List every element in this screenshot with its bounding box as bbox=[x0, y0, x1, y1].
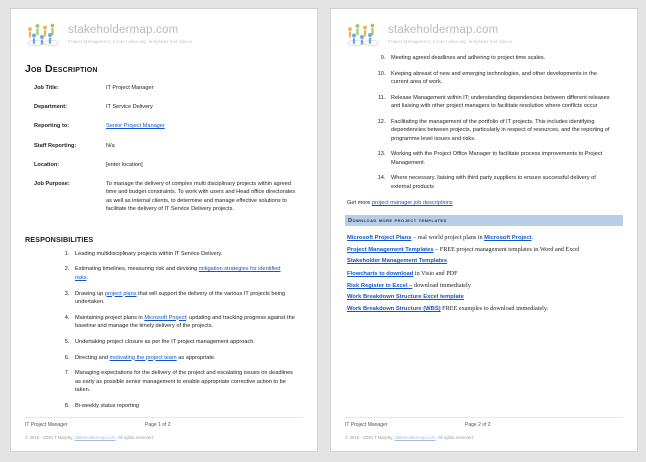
list-item: 11. Release Management within IT; understanding dependencies between different releases and liaising with other project managers to facilitate resolution where conflicts occur bbox=[387, 94, 613, 111]
item-text: – FREE project management templates in Word and Excel bbox=[433, 246, 580, 254]
project-management-templates-link[interactable]: Project Management Templates bbox=[347, 247, 434, 254]
document-page-2[interactable] bbox=[330, 8, 638, 452]
item-text: in Visio and PDF bbox=[413, 269, 458, 277]
page-title: Job Description bbox=[25, 63, 98, 75]
microsoft-project-link[interactable]: Microsoft Project bbox=[144, 314, 186, 321]
download-templates-banner: Download more project templates bbox=[345, 215, 623, 226]
copyright-prefix: © 2015 - 2020 T Morphy, bbox=[345, 435, 395, 440]
job-details-table bbox=[25, 84, 303, 225]
field-label: Staff Reporting: bbox=[34, 142, 77, 149]
footer-page-number: Page 2 of 2 bbox=[465, 422, 491, 428]
brand-tagline: Project Management, project planning, templates and advice bbox=[68, 39, 193, 44]
item-text-post: ; updating and tracking progress against the baseline and manage the timely delivery of the projects. bbox=[75, 314, 295, 329]
brand-header bbox=[345, 22, 623, 54]
footer-row bbox=[25, 422, 303, 428]
footer-divider bbox=[345, 417, 623, 418]
microsoft-project-plans-link[interactable]: Microsoft Project Plans bbox=[347, 235, 412, 242]
table-row bbox=[25, 122, 303, 141]
list-item bbox=[71, 314, 295, 331]
list-item: 12. Facilitating the management of the portfolio of IT projects. This includes identifying dependencies between projects, particularly in respect of resources, and the reporting of programme level issues and risks. bbox=[387, 118, 613, 143]
footer-doc-title: IT Project Manager bbox=[25, 422, 68, 428]
people-network-icon bbox=[345, 22, 383, 48]
list-item bbox=[345, 280, 623, 292]
page-footer bbox=[345, 417, 623, 440]
item-text: Drawing up bbox=[75, 290, 105, 297]
flowcharts-download-link[interactable]: Flowcharts to download bbox=[347, 270, 414, 277]
item-text-post: as appropriate. bbox=[176, 354, 216, 361]
item-text: FREE examples to download immediately. bbox=[440, 305, 549, 313]
list-item bbox=[345, 256, 623, 267]
item-text-post: . bbox=[86, 274, 89, 281]
list-item bbox=[345, 303, 623, 315]
microsoft-project-link[interactable]: Microsoft Project bbox=[484, 235, 532, 242]
brand-tagline: Project Management, project planning, templates and advice bbox=[388, 39, 513, 44]
get-more-line bbox=[345, 200, 623, 206]
project-plans-link[interactable]: project plans bbox=[104, 290, 137, 297]
table-row bbox=[25, 180, 303, 225]
list-item: 13. Working with the Project Office Manager to facilitate process improvements to Project Management. bbox=[387, 150, 613, 167]
motivating-project-team-link[interactable]: motivating the project team bbox=[109, 354, 177, 361]
copyright-line bbox=[25, 435, 303, 440]
risk-register-excel-link[interactable]: Risk Register in Excel – bbox=[347, 282, 413, 289]
item-text-post: that will support the delivery of the various IT projects being undertaken. bbox=[75, 290, 286, 305]
senior-project-manager-link[interactable]: Senior Project Manager bbox=[106, 123, 165, 130]
field-value bbox=[106, 122, 303, 141]
item-text-post: . bbox=[531, 234, 534, 242]
list-item bbox=[71, 250, 295, 258]
list-item bbox=[345, 292, 623, 303]
field-value: N/a bbox=[106, 142, 115, 149]
list-item bbox=[345, 268, 623, 280]
field-label: Job Title: bbox=[34, 85, 59, 91]
table-row bbox=[25, 84, 303, 103]
page-footer bbox=[25, 417, 303, 440]
item-text: Directing and bbox=[75, 354, 110, 361]
responsibilities-heading: RESPONSIBILITIES bbox=[25, 234, 94, 244]
item-text: – real world project plans in bbox=[411, 234, 485, 242]
field-value: To manage the delivery of complex multi disciplinary projects within agreed time and budget constraints. To work with users and Head office directorates as well as internal clients, to determine and manage effective solutions to facilitate the delivery of IT Service Delivery projects. bbox=[106, 181, 296, 213]
copyright-site-link[interactable]: stakeholdermap.com bbox=[394, 435, 436, 440]
copyright-suffix: . All rights reserved. bbox=[115, 435, 154, 440]
responsibilities-list bbox=[25, 250, 303, 410]
list-item bbox=[71, 354, 295, 362]
field-label: Job Purpose: bbox=[34, 181, 70, 188]
responsibilities-list-continued bbox=[345, 54, 623, 191]
item-text: Maintaining project plans in bbox=[75, 314, 145, 321]
list-item bbox=[71, 402, 295, 410]
footer-divider bbox=[25, 417, 303, 418]
item-text: Estimating timelines, measuring risk and devising bbox=[75, 266, 199, 273]
field-value: IT Service Delivery bbox=[106, 104, 153, 111]
copyright-site-link[interactable]: stakeholdermap.com bbox=[74, 435, 116, 440]
table-row bbox=[25, 103, 303, 122]
copyright-prefix: © 2015 - 2020 T Morphy, bbox=[25, 435, 75, 440]
wbs-excel-template-link[interactable]: Work Breakdown Structure Excel template bbox=[347, 294, 464, 301]
wbs-examples-link[interactable]: Work Breakdown Structure (WBS) bbox=[347, 306, 441, 313]
item-text: Bi-weekly status reporting bbox=[75, 402, 140, 409]
copyright-line bbox=[345, 435, 623, 440]
item-text: Leading multidisciplinary projects within IT Service Delivery. bbox=[75, 250, 223, 257]
footer-doc-title: IT Project Manager bbox=[345, 422, 388, 428]
list-item bbox=[71, 265, 295, 282]
list-item bbox=[71, 338, 295, 346]
brand-header bbox=[25, 22, 303, 54]
list-item bbox=[71, 290, 295, 307]
field-label: Reporting to: bbox=[34, 123, 70, 130]
copyright-suffix: . All rights reserved. bbox=[435, 435, 474, 440]
list-item: 10. Keeping abreast of new and emerging technologies, and other developments in the current area of work. bbox=[387, 70, 613, 87]
item-text: Managing expectations for the delivery of the project and escalating issues on deadlines as early as possible senior management to enable appropriate corrective action to be taken. bbox=[75, 370, 293, 393]
document-page-1[interactable] bbox=[10, 8, 318, 452]
item-text: Undertaking project closure as per the IT project management approach. bbox=[75, 338, 255, 345]
list-item: 14. Where necessary, liaising with third party suppliers to ensure successful delivery of external products bbox=[387, 174, 613, 191]
list-item: 9. Meeting agreed deadlines and adhering to project time scales. bbox=[387, 54, 613, 62]
stakeholder-management-templates-link[interactable]: Stakeholder Management Templates bbox=[347, 258, 448, 265]
table-row bbox=[25, 161, 303, 180]
list-item bbox=[345, 232, 623, 244]
brand-name: stakeholdermap.com bbox=[388, 24, 499, 36]
mitigation-strategies-link[interactable]: mitigation strategies for identified risks bbox=[75, 266, 281, 281]
job-descriptions-link[interactable]: project manager job descriptions bbox=[371, 200, 453, 207]
footer-page-number: Page 1 of 2 bbox=[145, 422, 171, 428]
list-item bbox=[345, 244, 623, 256]
footer-row bbox=[345, 422, 623, 428]
field-label: Department: bbox=[34, 104, 67, 111]
people-network-icon bbox=[25, 22, 63, 48]
field-value: [enter location] bbox=[106, 161, 143, 168]
field-value: IT Project Manager bbox=[106, 85, 154, 91]
brand-name: stakeholdermap.com bbox=[68, 24, 179, 36]
list-item bbox=[71, 369, 295, 394]
get-more-prefix: Get more bbox=[347, 200, 372, 207]
item-text: download immediately bbox=[412, 281, 471, 289]
table-row bbox=[25, 142, 303, 161]
field-label: Location: bbox=[34, 161, 60, 168]
